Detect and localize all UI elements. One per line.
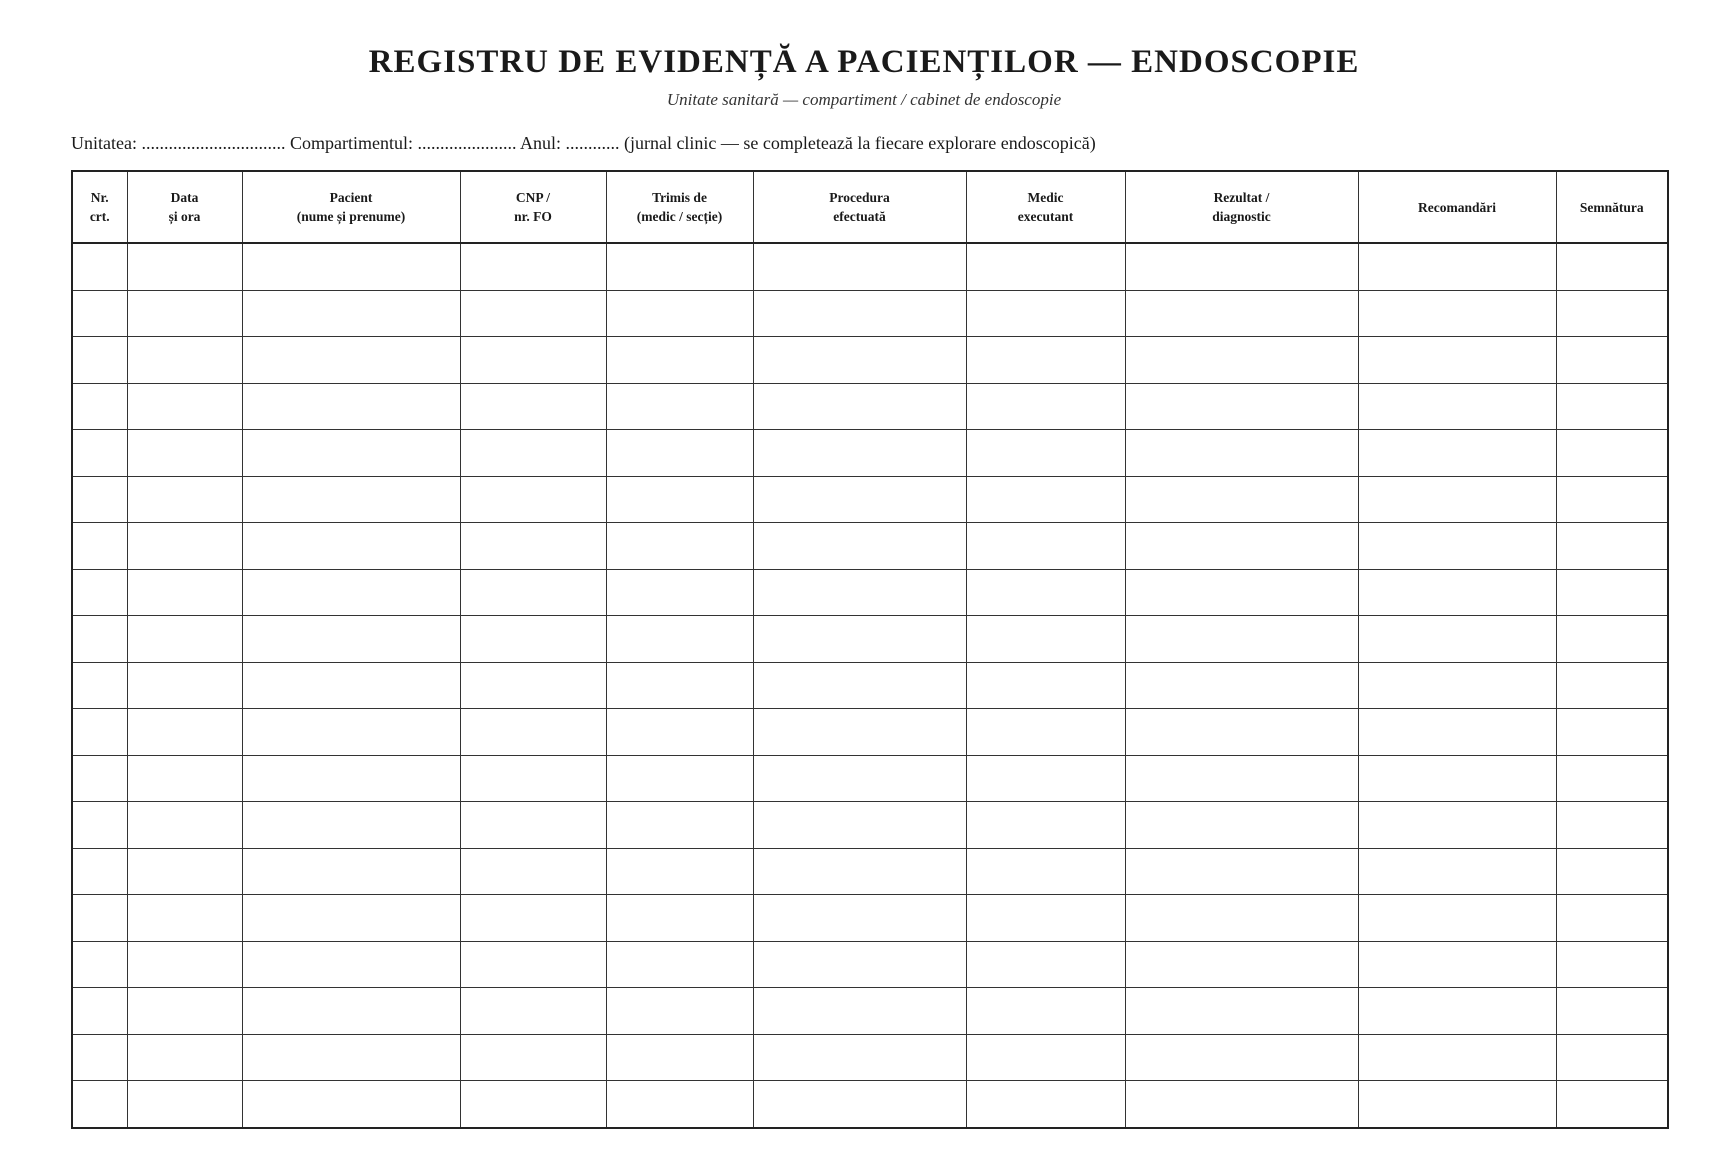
table-cell[interactable] <box>966 895 1125 942</box>
table-cell[interactable] <box>72 802 127 849</box>
table-cell[interactable] <box>127 337 242 384</box>
table-cell[interactable] <box>127 1034 242 1081</box>
table-cell[interactable] <box>1556 1081 1668 1128</box>
table-cell[interactable] <box>242 941 460 988</box>
table-cell[interactable] <box>460 848 606 895</box>
table-cell[interactable] <box>606 337 753 384</box>
table-cell[interactable] <box>966 1081 1125 1128</box>
table-cell[interactable] <box>753 243 966 290</box>
table-row <box>72 290 1668 337</box>
column-header-line: Pacient <box>329 190 373 205</box>
column-header-rezultat <box>1125 171 1358 243</box>
table-cell[interactable] <box>1125 1081 1358 1128</box>
table-cell[interactable] <box>1556 662 1668 709</box>
table-cell[interactable] <box>72 337 127 384</box>
table-cell[interactable] <box>966 383 1125 430</box>
table-row <box>72 569 1668 616</box>
table-cell[interactable] <box>1358 1034 1556 1081</box>
table-cell[interactable] <box>1556 848 1668 895</box>
table-row <box>72 895 1668 942</box>
table-cell[interactable] <box>460 337 606 384</box>
table-cell[interactable] <box>1358 383 1556 430</box>
table-cell[interactable] <box>242 616 460 663</box>
table-cell[interactable] <box>1556 988 1668 1035</box>
table-cell[interactable] <box>460 802 606 849</box>
column-header-line: Data <box>170 190 199 205</box>
table-cell[interactable] <box>1125 616 1358 663</box>
table-cell[interactable] <box>1556 709 1668 756</box>
table-cell[interactable] <box>753 337 966 384</box>
table-cell[interactable] <box>1125 755 1358 802</box>
table-cell[interactable] <box>606 755 753 802</box>
table-cell[interactable] <box>966 988 1125 1035</box>
table-cell[interactable] <box>966 430 1125 477</box>
table-cell[interactable] <box>460 1081 606 1128</box>
table-cell[interactable] <box>606 430 753 477</box>
table-cell[interactable] <box>72 1034 127 1081</box>
table-cell[interactable] <box>460 755 606 802</box>
table-cell[interactable] <box>127 755 242 802</box>
table-cell[interactable] <box>606 895 753 942</box>
table-cell[interactable] <box>1556 941 1668 988</box>
table-cell[interactable] <box>966 848 1125 895</box>
table-cell[interactable] <box>72 383 127 430</box>
table-cell[interactable] <box>1125 476 1358 523</box>
table-cell[interactable] <box>966 662 1125 709</box>
table-cell[interactable] <box>1556 476 1668 523</box>
table-cell[interactable] <box>753 523 966 570</box>
table-cell[interactable] <box>606 941 753 988</box>
table-cell[interactable] <box>966 616 1125 663</box>
column-header-line: diagnostic <box>1212 209 1271 224</box>
table-cell[interactable] <box>966 709 1125 756</box>
table-row <box>72 430 1668 477</box>
table-cell[interactable] <box>72 941 127 988</box>
table-cell[interactable] <box>753 755 966 802</box>
table-cell[interactable] <box>242 802 460 849</box>
table-cell[interactable] <box>127 290 242 337</box>
table-row <box>72 662 1668 709</box>
table-cell[interactable] <box>1125 243 1358 290</box>
column-header-trimis-de <box>606 171 753 243</box>
table-cell[interactable] <box>606 569 753 616</box>
table-cell[interactable] <box>753 941 966 988</box>
table-cell[interactable] <box>127 988 242 1035</box>
table-row <box>72 848 1668 895</box>
table-cell[interactable] <box>1556 802 1668 849</box>
column-header-line: efectuată <box>833 209 886 224</box>
table-cell[interactable] <box>1358 569 1556 616</box>
table-cell[interactable] <box>72 523 127 570</box>
table-cell[interactable] <box>127 243 242 290</box>
table-cell[interactable] <box>460 941 606 988</box>
page-title: REGISTRU DE EVIDENȚĂ A PACIENȚILOR — ENDOSCOPIE <box>368 44 1360 80</box>
table-cell[interactable] <box>127 616 242 663</box>
table-cell[interactable] <box>72 895 127 942</box>
table-cell[interactable] <box>966 755 1125 802</box>
table-cell[interactable] <box>460 383 606 430</box>
table-cell[interactable] <box>72 988 127 1035</box>
column-header-medic <box>966 171 1125 243</box>
table-cell[interactable] <box>606 243 753 290</box>
table-cell[interactable] <box>606 290 753 337</box>
table-cell[interactable] <box>966 476 1125 523</box>
table-cell[interactable] <box>72 1081 127 1128</box>
column-header-line: Nr. <box>90 190 109 205</box>
table-cell[interactable] <box>72 290 127 337</box>
table-cell[interactable] <box>606 476 753 523</box>
table-cell[interactable] <box>72 476 127 523</box>
table-row <box>72 802 1668 849</box>
table-cell[interactable] <box>966 523 1125 570</box>
table-cell[interactable] <box>1556 337 1668 384</box>
table-cell[interactable] <box>127 709 242 756</box>
table-cell[interactable] <box>1125 290 1358 337</box>
table-row <box>72 941 1668 988</box>
table-cell[interactable] <box>242 848 460 895</box>
table-cell[interactable] <box>753 1081 966 1128</box>
table-cell[interactable] <box>753 662 966 709</box>
table-cell[interactable] <box>242 662 460 709</box>
table-cell[interactable] <box>1125 709 1358 756</box>
page-subtitle: Unitate sanitară — compartiment / cabinet de endoscopie <box>666 90 1062 109</box>
table-cell[interactable] <box>1358 848 1556 895</box>
table-cell[interactable] <box>1556 383 1668 430</box>
table-row <box>72 616 1668 663</box>
patient-register-table <box>71 170 1669 1129</box>
table-cell[interactable] <box>1556 755 1668 802</box>
table-cell[interactable] <box>460 290 606 337</box>
table-cell[interactable] <box>460 1034 606 1081</box>
table-cell[interactable] <box>966 337 1125 384</box>
table-cell[interactable] <box>1358 616 1556 663</box>
column-header-line: (nume și prenume) <box>296 209 406 224</box>
table-cell[interactable] <box>72 709 127 756</box>
table-cell[interactable] <box>242 290 460 337</box>
table-cell[interactable] <box>460 662 606 709</box>
table-cell[interactable] <box>242 988 460 1035</box>
table-cell[interactable] <box>1358 243 1556 290</box>
table-cell[interactable] <box>753 848 966 895</box>
table-cell[interactable] <box>127 569 242 616</box>
table-cell[interactable] <box>1556 430 1668 477</box>
column-header-line: executant <box>1017 209 1074 224</box>
table-cell[interactable] <box>1358 662 1556 709</box>
table-cell[interactable] <box>460 709 606 756</box>
table-cell[interactable] <box>753 988 966 1035</box>
table-cell[interactable] <box>1125 1034 1358 1081</box>
table-cell[interactable] <box>127 848 242 895</box>
table-cell[interactable] <box>753 895 966 942</box>
column-header-line: crt. <box>89 209 110 224</box>
table-row <box>72 988 1668 1035</box>
column-header-semnatura <box>1556 171 1668 243</box>
table-cell[interactable] <box>1125 802 1358 849</box>
header-info-line: Unitatea: ................................ Compartimentul: ...................... Anul: ............ (jurnal clinic — se completează la fiecare explorare endoscopică) <box>71 133 1096 153</box>
table-cell[interactable] <box>72 430 127 477</box>
table-cell[interactable] <box>127 476 242 523</box>
table-cell[interactable] <box>606 709 753 756</box>
table-cell[interactable] <box>127 430 242 477</box>
column-header-nr-crt <box>72 171 127 243</box>
column-header-pacient <box>242 171 460 243</box>
column-header-line: Medic <box>1027 190 1064 205</box>
table-cell[interactable] <box>753 430 966 477</box>
table-cell[interactable] <box>460 523 606 570</box>
table-cell[interactable] <box>72 616 127 663</box>
table-cell[interactable] <box>1556 895 1668 942</box>
column-header-recomandari <box>1358 171 1556 243</box>
table-cell[interactable] <box>1358 802 1556 849</box>
column-header-cnp <box>460 171 606 243</box>
table-cell[interactable] <box>72 848 127 895</box>
table-cell[interactable] <box>606 523 753 570</box>
table-cell[interactable] <box>242 476 460 523</box>
table-row <box>72 243 1668 290</box>
table-cell[interactable] <box>1125 383 1358 430</box>
table-cell[interactable] <box>460 569 606 616</box>
column-header-line: Semnătura <box>1579 199 1644 215</box>
table-cell[interactable] <box>72 243 127 290</box>
column-header-data-ora <box>127 171 242 243</box>
table-cell[interactable] <box>460 476 606 523</box>
table-row <box>72 1034 1668 1081</box>
table-cell[interactable] <box>242 709 460 756</box>
table-row <box>72 709 1668 756</box>
table-cell[interactable] <box>1125 430 1358 477</box>
table-cell[interactable] <box>1556 243 1668 290</box>
table-cell[interactable] <box>1125 337 1358 384</box>
table-cell[interactable] <box>1125 662 1358 709</box>
table-cell[interactable] <box>460 616 606 663</box>
table-cell[interactable] <box>753 616 966 663</box>
table-cell[interactable] <box>1358 941 1556 988</box>
table-cell[interactable] <box>753 290 966 337</box>
table-cell[interactable] <box>1358 1081 1556 1128</box>
table-cell[interactable] <box>242 569 460 616</box>
table-cell[interactable] <box>1125 848 1358 895</box>
table-row <box>72 1081 1668 1128</box>
table-cell[interactable] <box>966 941 1125 988</box>
table-cell[interactable] <box>1358 337 1556 384</box>
table-cell[interactable] <box>127 941 242 988</box>
table-cell[interactable] <box>606 616 753 663</box>
table-cell[interactable] <box>966 290 1125 337</box>
table-cell[interactable] <box>606 1081 753 1128</box>
table-cell[interactable] <box>242 243 460 290</box>
table-cell[interactable] <box>127 895 242 942</box>
table-cell[interactable] <box>753 1034 966 1081</box>
table-cell[interactable] <box>606 988 753 1035</box>
table-cell[interactable] <box>753 569 966 616</box>
table-cell[interactable] <box>753 709 966 756</box>
table-cell[interactable] <box>242 755 460 802</box>
column-header-procedura <box>753 171 966 243</box>
table-cell[interactable] <box>1358 523 1556 570</box>
table-cell[interactable] <box>72 755 127 802</box>
table-cell[interactable] <box>242 430 460 477</box>
table-cell[interactable] <box>1358 290 1556 337</box>
table-row <box>72 337 1668 384</box>
table-cell[interactable] <box>127 523 242 570</box>
table-cell[interactable] <box>242 337 460 384</box>
table-cell[interactable] <box>1556 616 1668 663</box>
table-body <box>72 243 1668 1128</box>
column-header-line: Procedura <box>829 190 890 205</box>
table-cell[interactable] <box>753 802 966 849</box>
table-cell[interactable] <box>242 523 460 570</box>
table-cell[interactable] <box>606 848 753 895</box>
table-cell[interactable] <box>127 662 242 709</box>
table-cell[interactable] <box>1125 988 1358 1035</box>
table-cell[interactable] <box>1358 988 1556 1035</box>
table-cell[interactable] <box>606 662 753 709</box>
table-cell[interactable] <box>1125 523 1358 570</box>
table-cell[interactable] <box>753 476 966 523</box>
table-cell[interactable] <box>1556 569 1668 616</box>
table-cell[interactable] <box>1358 430 1556 477</box>
table-cell[interactable] <box>460 988 606 1035</box>
table-cell[interactable] <box>1125 941 1358 988</box>
table-cell[interactable] <box>606 1034 753 1081</box>
table-cell[interactable] <box>606 802 753 849</box>
table-cell[interactable] <box>72 569 127 616</box>
table-row <box>72 476 1668 523</box>
table-cell[interactable] <box>460 430 606 477</box>
column-header-line: Trimis de <box>652 190 707 205</box>
table-cell[interactable] <box>242 1034 460 1081</box>
table-cell[interactable] <box>1125 569 1358 616</box>
column-header-line: nr. FO <box>514 209 552 224</box>
table-cell[interactable] <box>1358 476 1556 523</box>
table-cell[interactable] <box>242 383 460 430</box>
table-cell[interactable] <box>242 895 460 942</box>
table-cell[interactable] <box>127 383 242 430</box>
table-cell[interactable] <box>606 383 753 430</box>
table-cell[interactable] <box>1556 290 1668 337</box>
table-cell[interactable] <box>127 802 242 849</box>
table-cell[interactable] <box>72 662 127 709</box>
table-cell[interactable] <box>966 243 1125 290</box>
table-row <box>72 523 1668 570</box>
column-header-line: CNP / <box>515 190 551 205</box>
table-cell[interactable] <box>966 1034 1125 1081</box>
table-cell[interactable] <box>1358 755 1556 802</box>
table-cell[interactable] <box>1358 895 1556 942</box>
table-cell[interactable] <box>127 1081 242 1128</box>
table-cell[interactable] <box>460 895 606 942</box>
table-cell[interactable] <box>966 569 1125 616</box>
column-header-line: (medic / secție) <box>636 209 723 224</box>
table-cell[interactable] <box>460 243 606 290</box>
table-row <box>72 383 1668 430</box>
table-cell[interactable] <box>966 802 1125 849</box>
column-header-line: Recomandări <box>1418 199 1496 215</box>
table-cell[interactable] <box>753 383 966 430</box>
table-cell[interactable] <box>1556 523 1668 570</box>
column-header-line: și ora <box>168 209 201 224</box>
table-cell[interactable] <box>1556 1034 1668 1081</box>
table-cell[interactable] <box>242 1081 460 1128</box>
table-cell[interactable] <box>1358 709 1556 756</box>
column-header-line: Rezultat / <box>1213 190 1270 205</box>
table-header-row <box>72 171 1668 243</box>
table-cell[interactable] <box>1125 895 1358 942</box>
table-row <box>72 755 1668 802</box>
